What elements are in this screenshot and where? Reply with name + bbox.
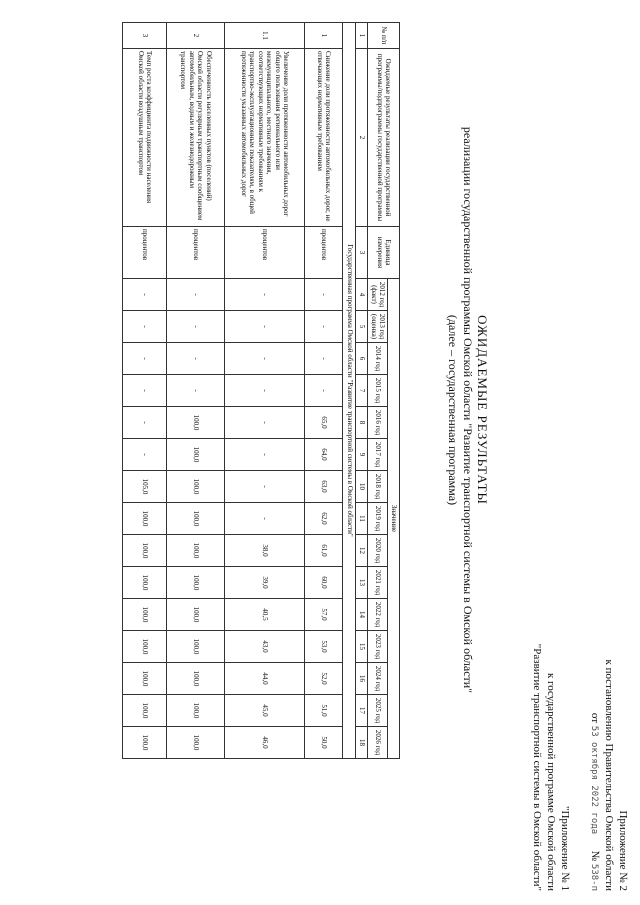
row-value: -	[167, 343, 225, 375]
row-value: 100,0	[167, 599, 225, 631]
row-unit: процентов	[123, 227, 167, 279]
appendix-2-header	[587, 471, 630, 891]
row-value: 100,0	[167, 503, 225, 535]
row-value: -	[305, 279, 343, 311]
header-unit: Единица измерения	[368, 227, 400, 279]
row-value: 100,0	[167, 407, 225, 439]
table-row	[167, 23, 225, 759]
row-value: -	[167, 311, 225, 343]
row-unit: процентов	[305, 227, 343, 279]
row-value: 62,0	[305, 503, 343, 535]
row-num: 1	[305, 23, 343, 49]
header-value: Значение	[388, 279, 400, 759]
row-value: 65,0	[305, 407, 343, 439]
header-num: № п/п	[368, 23, 400, 49]
column-index: 11	[356, 503, 368, 535]
row-value: 100,0	[167, 663, 225, 695]
header-year: 2020 год	[368, 535, 388, 567]
row-value: 64,0	[305, 439, 343, 471]
header-year: 2022 год	[368, 599, 388, 631]
row-value: 57,0	[305, 599, 343, 631]
column-index: 4	[356, 279, 368, 311]
column-index: 13	[356, 567, 368, 599]
row-result-text: Снижение доли протяженности автомобильных дорог, не отвечающих нормативным требованиям	[305, 49, 343, 227]
column-index: 12	[356, 535, 368, 567]
column-index: 16	[356, 663, 368, 695]
column-index: 2	[356, 49, 368, 227]
row-result-text: Обеспеченность населенных пунктов (поселений) Омской области регулярным транспортным сообщением автомобильным, водным и железнодорожным транспортом	[167, 49, 225, 227]
row-value: -	[305, 311, 343, 343]
column-index: 5	[356, 311, 368, 343]
row-result-text: Темп роста коэффициента подвижности населения Омской области воздушным транспортом	[123, 49, 167, 227]
row-value: 44,0	[225, 663, 305, 695]
row-num: 3	[123, 23, 167, 49]
row-value: -	[225, 375, 305, 407]
header-year: 2014 год	[368, 343, 388, 375]
header-year: 2012 год (факт)	[368, 279, 388, 311]
row-value: 100,0	[167, 471, 225, 503]
header-year: 2023 год	[368, 631, 388, 663]
row-value: 50,0	[305, 727, 343, 759]
title-note: (далее – государственная программа)	[446, 314, 460, 506]
row-value: 51,0	[305, 695, 343, 727]
header-year: 2018 год	[368, 471, 388, 503]
row-value: 100,0	[123, 695, 167, 727]
column-index: 3	[356, 227, 368, 279]
row-value: -	[225, 503, 305, 535]
header-year: 2015 год	[368, 375, 388, 407]
row-value: -	[225, 439, 305, 471]
row-value: -	[225, 407, 305, 439]
row-value: 100,0	[123, 727, 167, 759]
row-value: -	[123, 311, 167, 343]
row-value: 105,0	[123, 471, 167, 503]
row-value: 53,0	[305, 631, 343, 663]
appendix-2-date-line	[587, 471, 602, 891]
decree-number: 538-п	[589, 863, 599, 891]
column-index: 14	[356, 599, 368, 631]
row-value: 100,0	[123, 503, 167, 535]
header-year: 2025 год	[368, 695, 388, 727]
appendix-1-title: "Приложение № 1	[559, 805, 571, 891]
row-value: 60,0	[305, 567, 343, 599]
row-value: 100,0	[123, 535, 167, 567]
header-year: 2013 год (оценка)	[368, 311, 388, 343]
appendix-1-header	[530, 471, 572, 891]
row-value: -	[123, 375, 167, 407]
appendix-1-program: к государственной программе Омской области	[545, 672, 557, 891]
results-table	[123, 22, 401, 759]
header-year: 2024 год	[368, 663, 388, 695]
header-year: 2017 год	[368, 439, 388, 471]
row-unit: процентов	[225, 227, 305, 279]
column-index: 7	[356, 375, 368, 407]
appendix-1-program-name: "Развитие транспортной системы в Омской области"	[531, 643, 543, 891]
table-row	[123, 23, 167, 759]
appendix-2-title: Приложение № 2	[617, 810, 629, 891]
row-value: -	[123, 279, 167, 311]
header-year: 2026 год	[368, 727, 388, 759]
row-value: -	[225, 311, 305, 343]
column-index: 6	[356, 343, 368, 375]
section-row	[343, 23, 356, 759]
row-value: 52,0	[305, 663, 343, 695]
row-value: -	[123, 439, 167, 471]
document-title	[445, 60, 490, 760]
row-unit: процентов	[167, 227, 225, 279]
row-value: 100,0	[167, 535, 225, 567]
column-index: 1	[356, 23, 368, 49]
date-prefix: от	[589, 712, 601, 724]
decree-date: 53 октября 2022 года	[589, 725, 599, 835]
row-value: 100,0	[167, 695, 225, 727]
appendix-2-decree: к постановлению Правительства Омской области	[603, 659, 615, 891]
row-value: 39,0	[225, 567, 305, 599]
section-title: Государственная программа Омской области "Развитие транспортной системы в Омской области"	[343, 23, 356, 759]
column-index: 10	[356, 471, 368, 503]
header-year: 2016 год	[368, 407, 388, 439]
column-index-row	[356, 23, 368, 759]
results-table-body	[123, 23, 368, 759]
table-row	[305, 23, 343, 759]
row-value: 100,0	[123, 567, 167, 599]
row-value: -	[123, 407, 167, 439]
row-value: 45,0	[225, 695, 305, 727]
header-result: Ожидаемые результаты реализации государственной программы/подпрограммы государственной программы	[368, 49, 400, 227]
column-index: 18	[356, 727, 368, 759]
row-value: -	[123, 343, 167, 375]
row-value: 61,0	[305, 535, 343, 567]
row-value: 43,0	[225, 631, 305, 663]
row-num: 1.1	[225, 23, 305, 49]
column-index: 15	[356, 631, 368, 663]
row-value: 100,0	[167, 631, 225, 663]
row-value: -	[225, 279, 305, 311]
row-value: -	[305, 375, 343, 407]
table-row	[225, 23, 305, 759]
row-value: 100,0	[123, 663, 167, 695]
header-year: 2021 год	[368, 567, 388, 599]
row-value: 100,0	[167, 439, 225, 471]
row-result-text: Увеличение доли протяженности автомобильных дорог общего пользования регионального или межмуниципального, местного значения, соответствующих нормативным требованиям к транспортно-эксплуатационным показателям, в общей протяженности указанных автомобильных дорог	[225, 49, 305, 227]
row-value: -	[167, 375, 225, 407]
column-index: 9	[356, 439, 368, 471]
column-index: 8	[356, 407, 368, 439]
row-value: 46,0	[225, 727, 305, 759]
row-value: 100,0	[123, 599, 167, 631]
row-value: 40,5	[225, 599, 305, 631]
title-subtitle: реализации государственной программы Омской области "Развитие транспортной системы в Омской области"	[461, 126, 475, 694]
number-prefix: №	[589, 850, 601, 862]
row-value: -	[305, 343, 343, 375]
row-value: 100,0	[123, 631, 167, 663]
row-value: 100,0	[167, 567, 225, 599]
row-num: 2	[167, 23, 225, 49]
column-index: 17	[356, 695, 368, 727]
row-value: -	[225, 471, 305, 503]
header-year: 2019 год	[368, 503, 388, 535]
results-table-wrap	[123, 22, 401, 759]
row-value: -	[167, 279, 225, 311]
title-main: ОЖИДАЕМЫЕ РЕЗУЛЬТАТЫ	[475, 315, 490, 505]
row-value: -	[225, 343, 305, 375]
row-value: 38,0	[225, 535, 305, 567]
row-value: 100,0	[167, 727, 225, 759]
row-value: 63,0	[305, 471, 343, 503]
